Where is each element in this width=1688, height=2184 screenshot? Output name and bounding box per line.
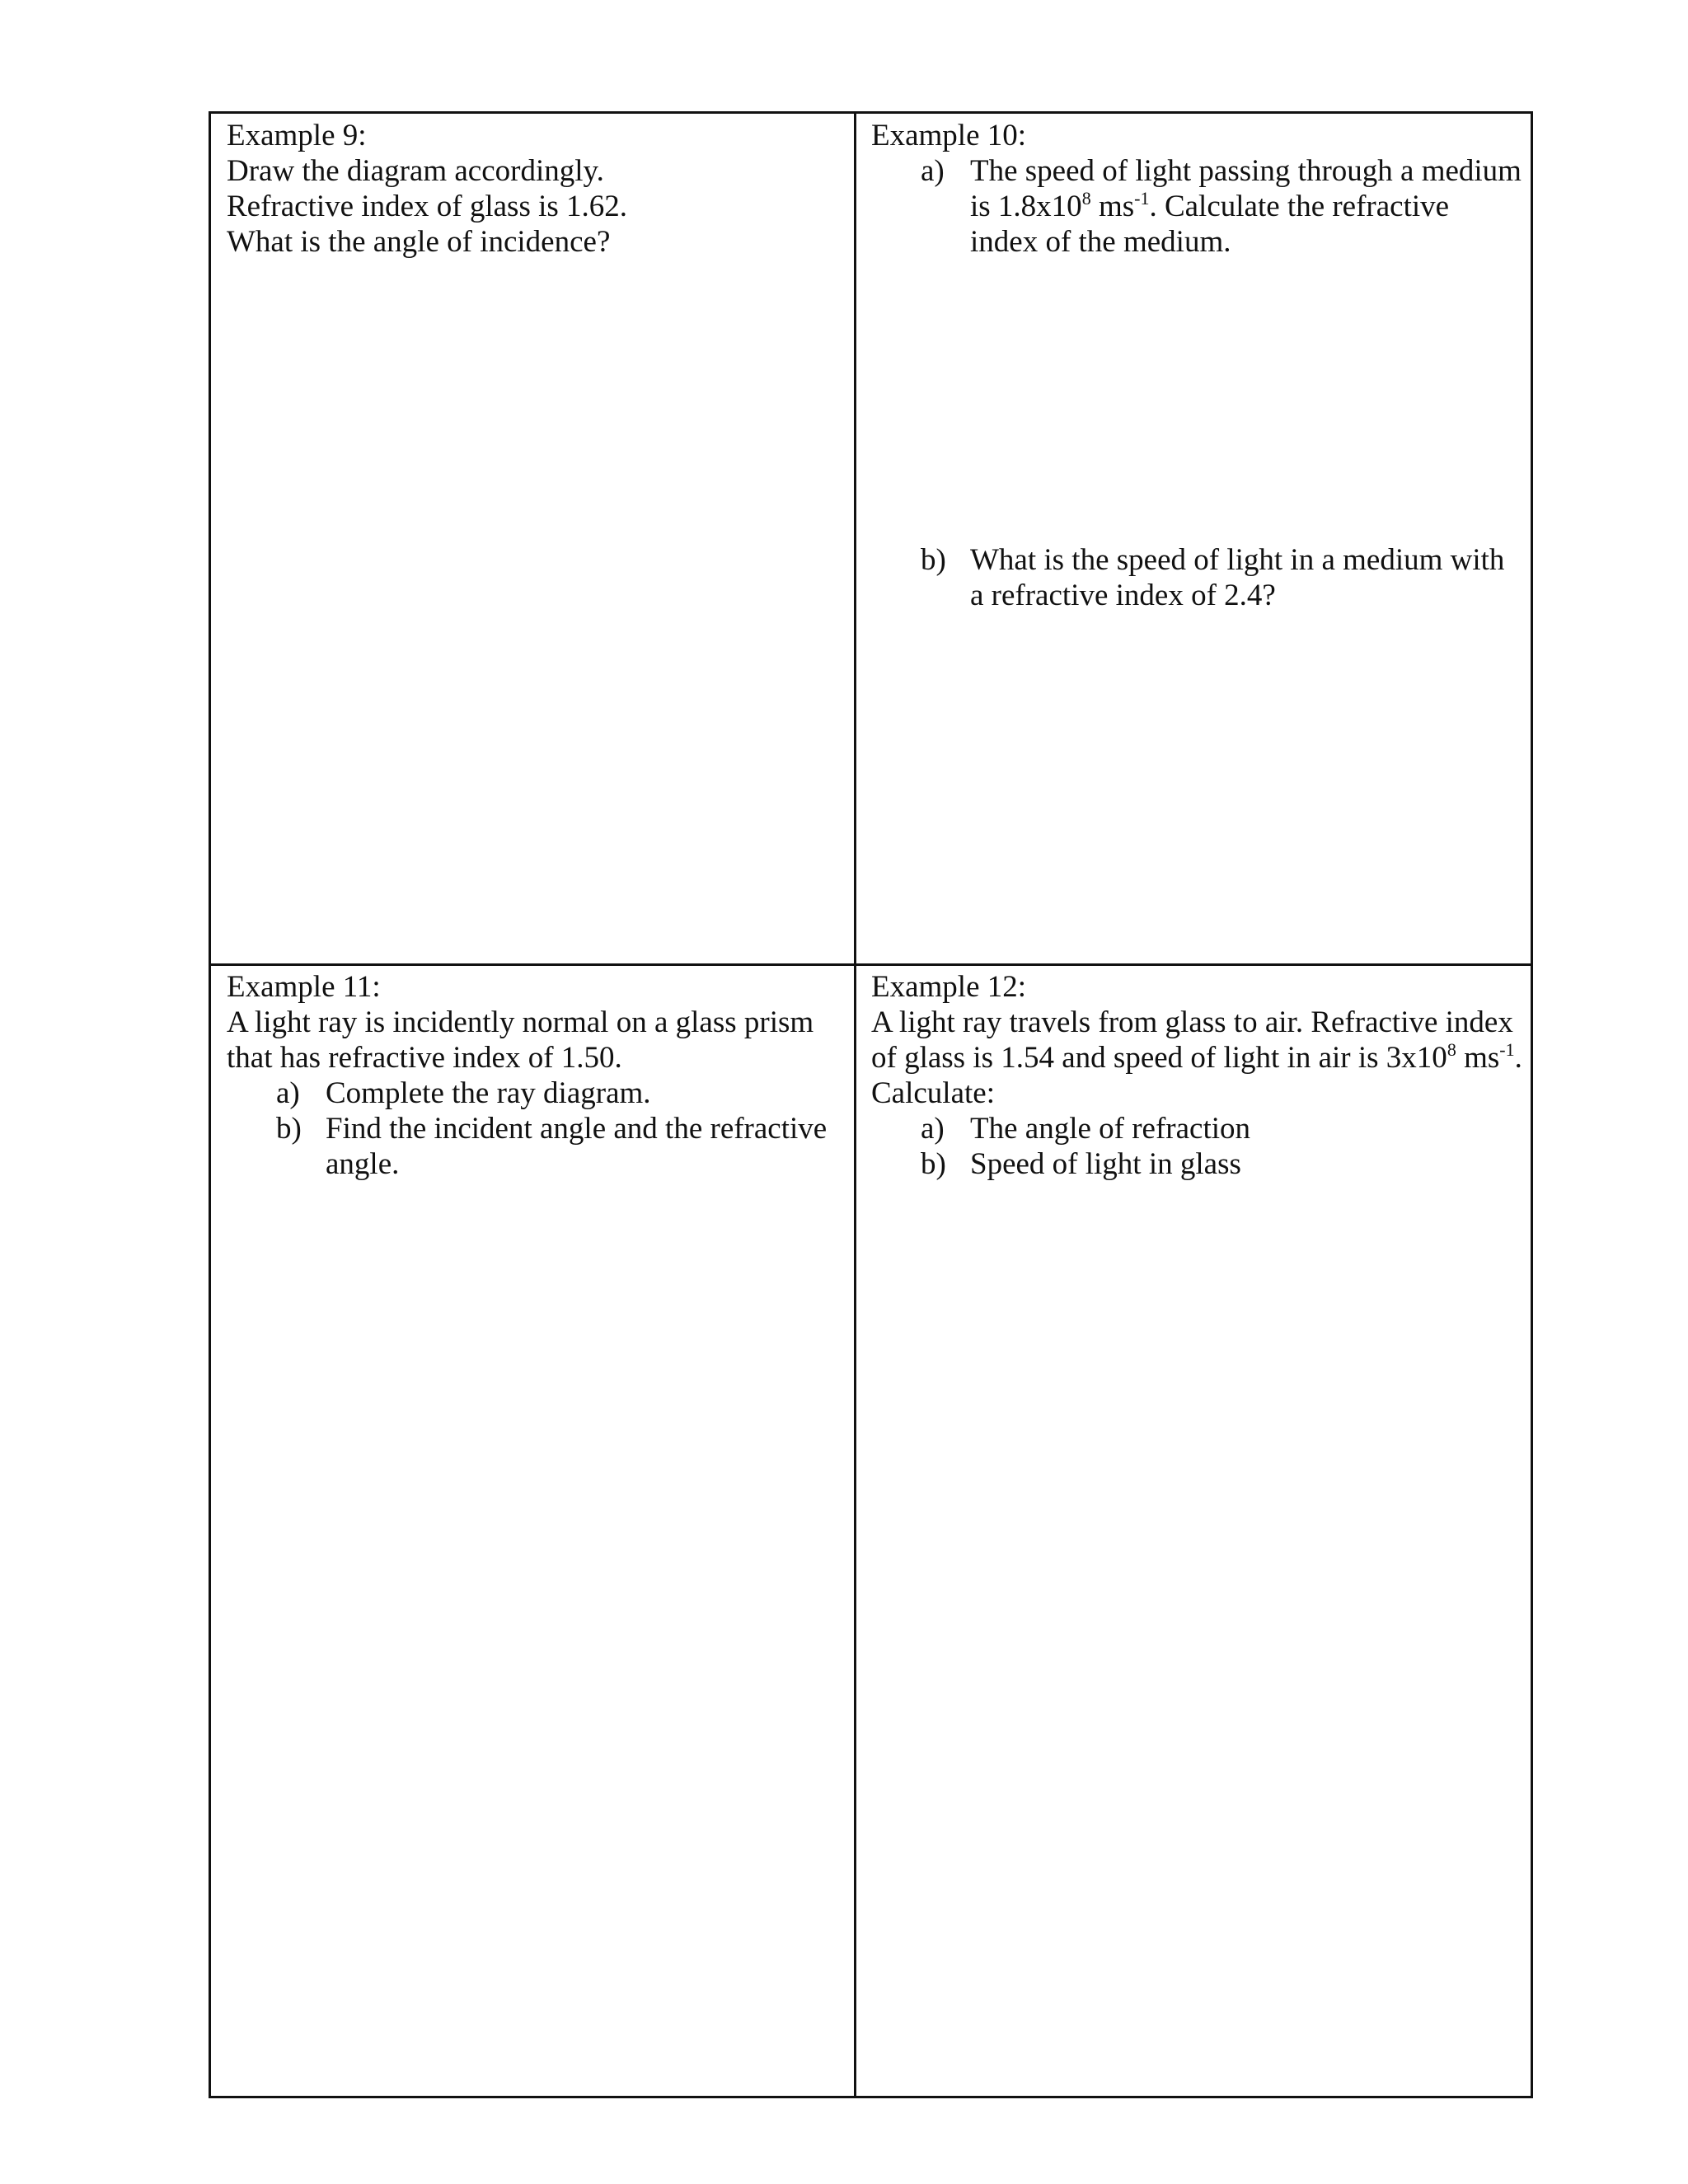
- list-marker: b): [276, 1112, 302, 1146]
- example-9-title: Example 9:: [227, 119, 367, 152]
- example-12-title: Example 12:: [871, 970, 1027, 1004]
- list-item: [921, 1111, 1522, 1146]
- intro-text-2: ms: [1456, 1041, 1500, 1075]
- list-item-text: Complete the ray diagram.: [326, 1076, 651, 1110]
- example-10-list: [871, 153, 1522, 613]
- part-a-sup-1: 8: [1081, 188, 1091, 209]
- example-9-cell: [227, 118, 845, 260]
- example-12-intro: [871, 1005, 1522, 1076]
- example-11-title: Example 11:: [227, 970, 381, 1004]
- example-10-cell: [871, 118, 1522, 613]
- part-a-sup-2: -1: [1134, 188, 1150, 209]
- list-marker: b): [921, 1147, 946, 1181]
- horizontal-divider: [211, 963, 1531, 966]
- part-a-text-2: ms: [1090, 190, 1135, 223]
- list-item-text: Find the incident angle and the refractive angle.: [326, 1112, 828, 1181]
- example-11-list: [227, 1076, 853, 1182]
- list-marker: a): [921, 154, 945, 188]
- list-marker: a): [276, 1076, 300, 1110]
- worksheet-grid: [209, 111, 1533, 2098]
- example-9-line: What is the angle of incidence?: [227, 225, 611, 259]
- part-a-text-3: . Calculate the refractive index of the medium.: [970, 190, 1450, 259]
- list-marker: a): [921, 1112, 945, 1146]
- intro-sup-1: 8: [1447, 1039, 1456, 1060]
- example-11-intro: A light ray is incidently normal on a glass prism that has refractive index of 1.50.: [227, 1005, 814, 1075]
- list-item-text: The angle of refraction: [970, 1112, 1251, 1146]
- example-9-line: Refractive index of glass is 1.62.: [227, 190, 628, 223]
- example-10-part-a: [921, 153, 1522, 260]
- part-a-text-1: The speed of light passing through a medium is 1.8x10: [970, 154, 1522, 223]
- example-12-cell: [871, 969, 1522, 1182]
- list-item: [921, 1146, 1522, 1182]
- list-item-text: Speed of light in glass: [970, 1147, 1241, 1181]
- list-item: [276, 1111, 853, 1182]
- example-12-calc-label: Calculate:: [871, 1076, 995, 1110]
- list-marker: b): [921, 543, 946, 577]
- intro-text-3: .: [1514, 1041, 1522, 1075]
- example-10-title: Example 10:: [871, 119, 1027, 152]
- vertical-divider: [854, 114, 856, 2096]
- example-9-line: Draw the diagram accordingly.: [227, 154, 604, 188]
- example-11-cell: [227, 969, 853, 1182]
- part-b-text: What is the speed of light in a medium with a refractive index of 2.4?: [970, 543, 1505, 612]
- list-item: [276, 1076, 853, 1111]
- example-12-list: [871, 1111, 1522, 1182]
- intro-text-1: A light ray travels from glass to air. Refractive index of glass is 1.54 and speed of light in air is 3x10: [871, 1005, 1513, 1075]
- intro-sup-2: -1: [1499, 1039, 1515, 1060]
- example-10-part-b: [921, 542, 1522, 613]
